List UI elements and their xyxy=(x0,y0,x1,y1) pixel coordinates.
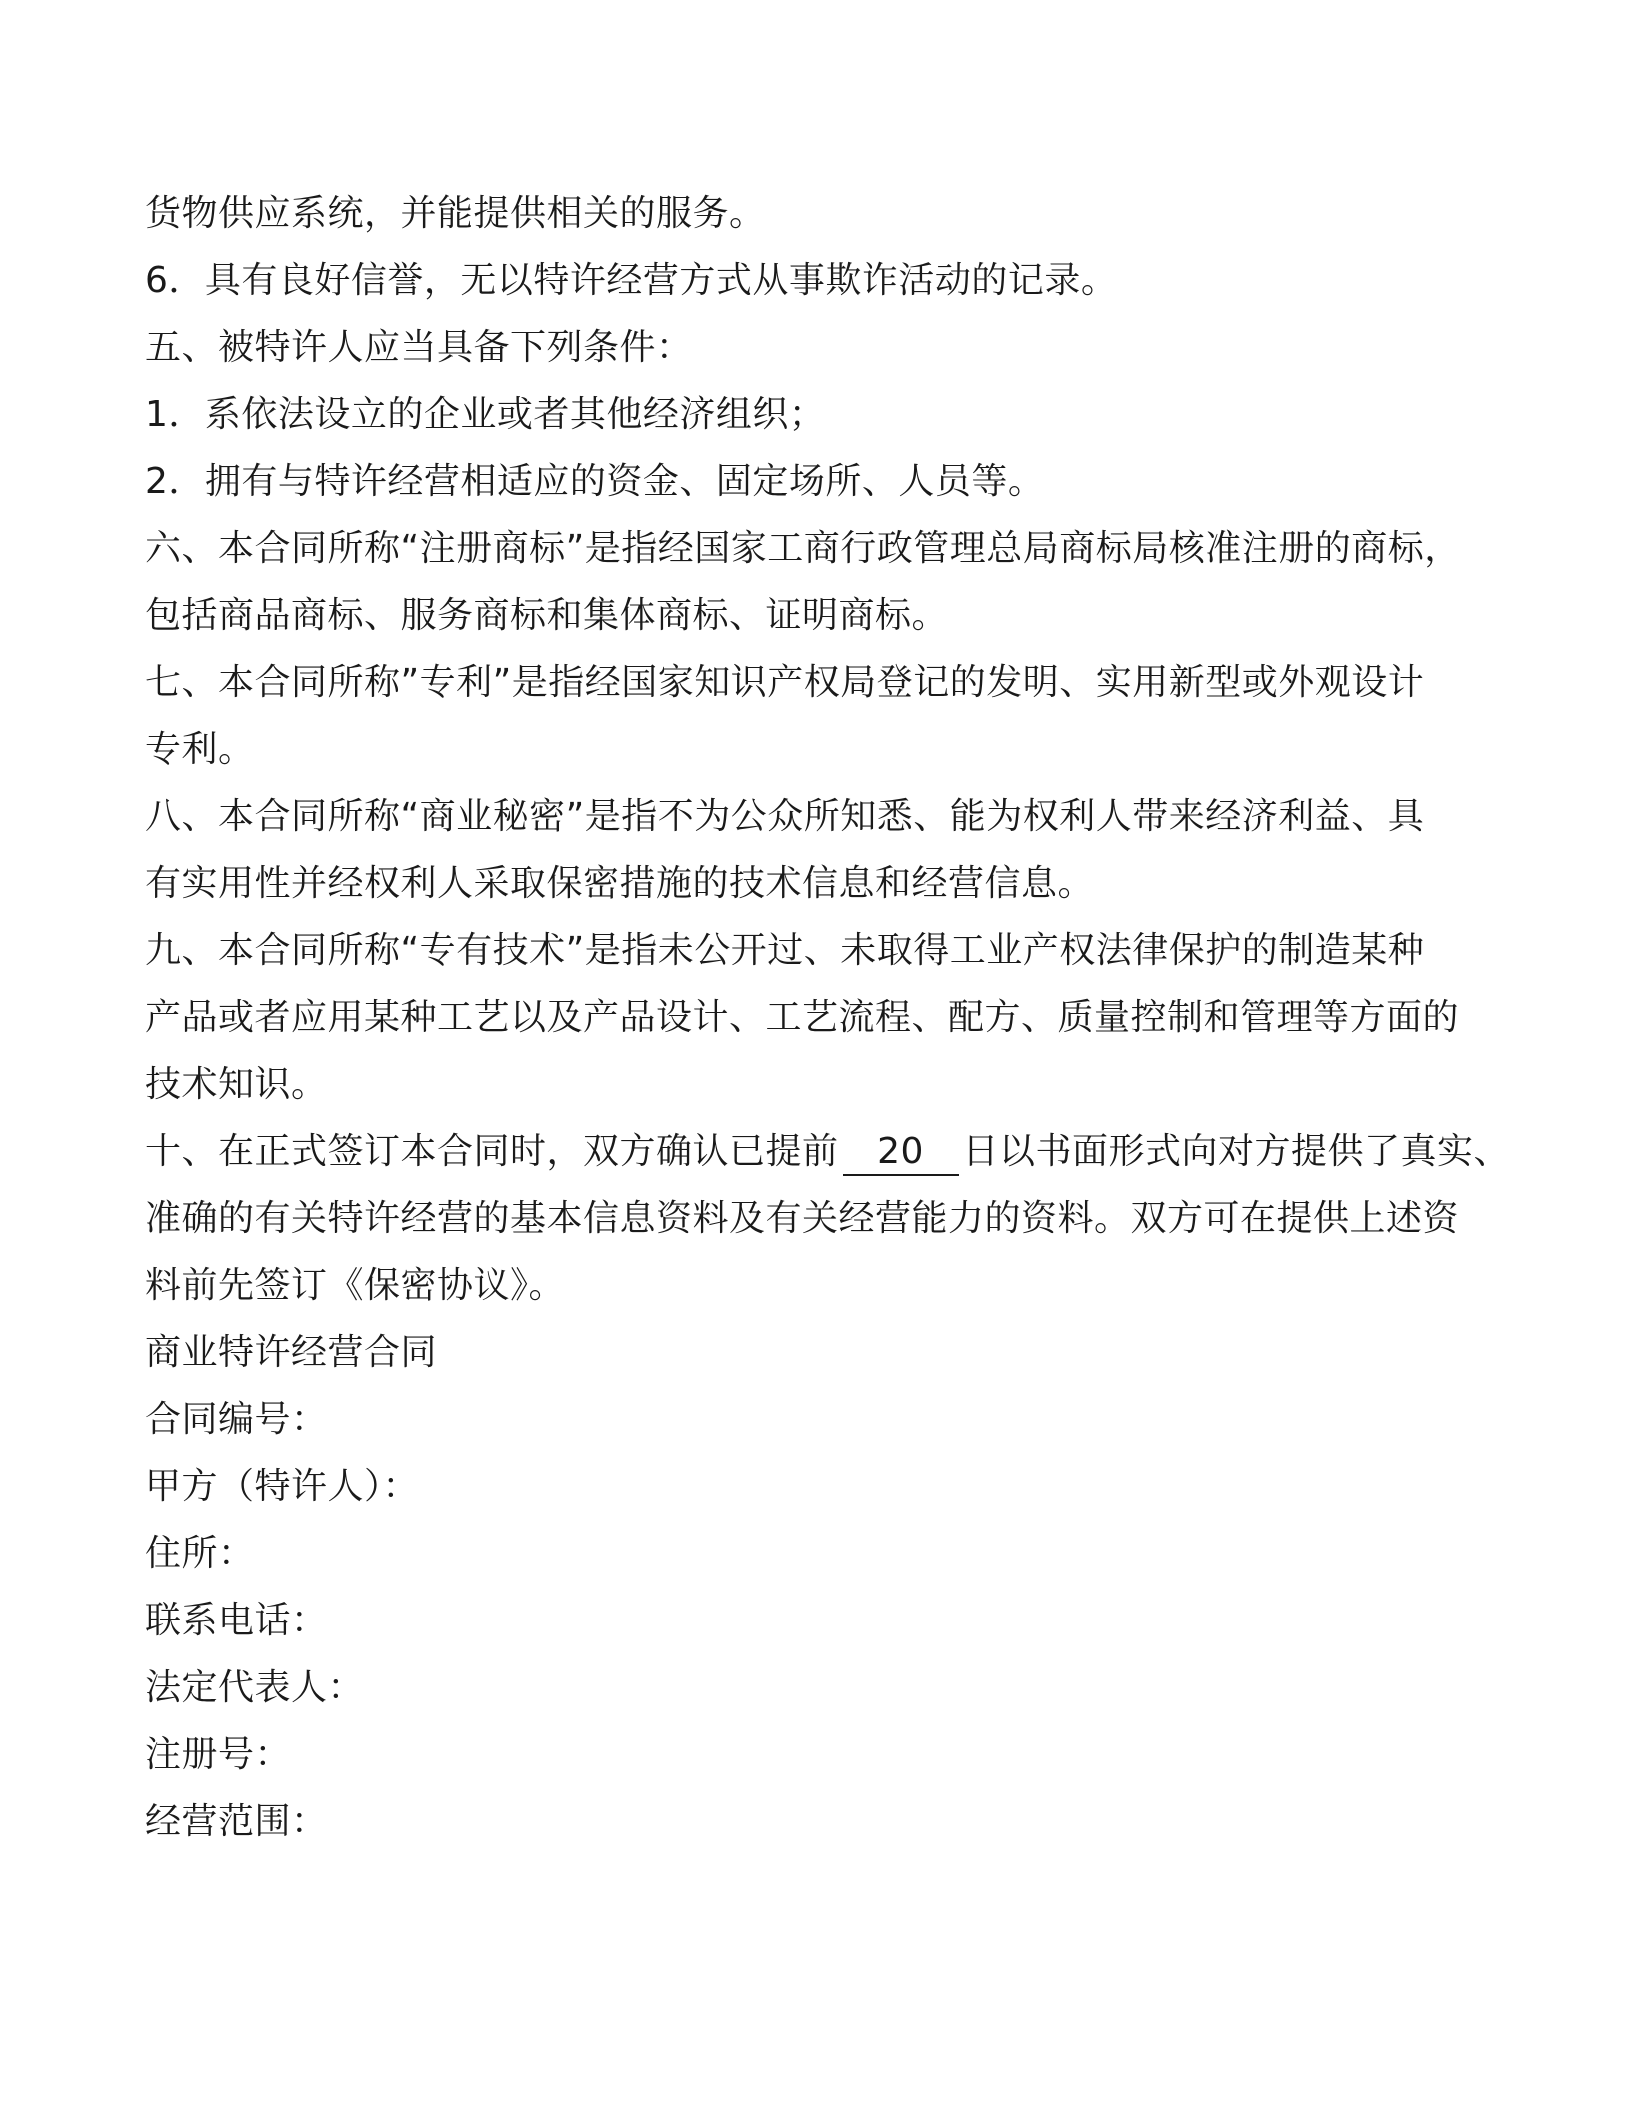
contract-number-label: 合同编号： xyxy=(145,1399,328,1440)
text-line: 有实用性并经权利人采取保密措施的技术信息和经营信息。 xyxy=(145,863,1095,904)
text-line: 产品或者应用某种工艺以及产品设计、工艺流程、配方、质量控制和管理等方面的 xyxy=(145,997,1460,1038)
address-label: 住所： xyxy=(145,1533,255,1574)
clause-10-line xyxy=(145,1118,1511,1185)
text-line: 准确的有关特许经营的基本信息资料及有关经营能力的资料。双方可在提供上述资 xyxy=(145,1198,1460,1239)
document-page xyxy=(145,180,1511,1855)
text-line: 九、本合同所称“专有技术”是指未公开过、未取得工业产权法律保护的制造某种 xyxy=(145,930,1425,971)
text-line: 包括商品商标、服务商标和集体商标、证明商标。 xyxy=(145,595,949,636)
text-line: 料前先签订《保密协议》。 xyxy=(145,1265,566,1306)
clause-10-after: 日以书面形式向对方提供了真实、 xyxy=(962,1131,1511,1172)
phone-label: 联系电话： xyxy=(145,1600,328,1641)
contract-title: 商业特许经营合同 xyxy=(145,1332,438,1373)
legal-representative-label: 法定代表人： xyxy=(145,1667,365,1708)
text-line: 2．拥有与特许经营相适应的资金、固定场所、人员等。 xyxy=(145,461,1045,502)
registration-number-label: 注册号： xyxy=(145,1734,292,1775)
text-line: 1．系依法设立的企业或者其他经济组织； xyxy=(145,394,826,435)
text-line: 6．具有良好信誉，无以特许经营方式从事欺诈活动的记录。 xyxy=(145,260,1118,301)
text-line: 专利。 xyxy=(145,729,255,770)
business-scope-label: 经营范围： xyxy=(145,1801,328,1842)
clause-10-before: 十、在正式签订本合同时，双方确认已提前 xyxy=(145,1131,839,1172)
text-line: 六、本合同所称“注册商标”是指经国家工商行政管理总局商标局核准注册的商标， xyxy=(145,528,1461,569)
section-heading: 五、被特许人应当具备下列条件： xyxy=(145,327,693,368)
text-line: 技术知识。 xyxy=(145,1064,328,1105)
text-line: 八、本合同所称“商业秘密”是指不为公众所知悉、能为权利人带来经济利益、具 xyxy=(145,796,1425,837)
party-a-label: 甲方（特许人）： xyxy=(145,1466,420,1507)
text-line: 七、本合同所称”专利”是指经国家知识产权局登记的发明、实用新型或外观设计 xyxy=(145,662,1425,703)
text-line: 货物供应系统，并能提供相关的服务。 xyxy=(145,193,766,234)
days-blank-field: 20 xyxy=(843,1130,959,1176)
